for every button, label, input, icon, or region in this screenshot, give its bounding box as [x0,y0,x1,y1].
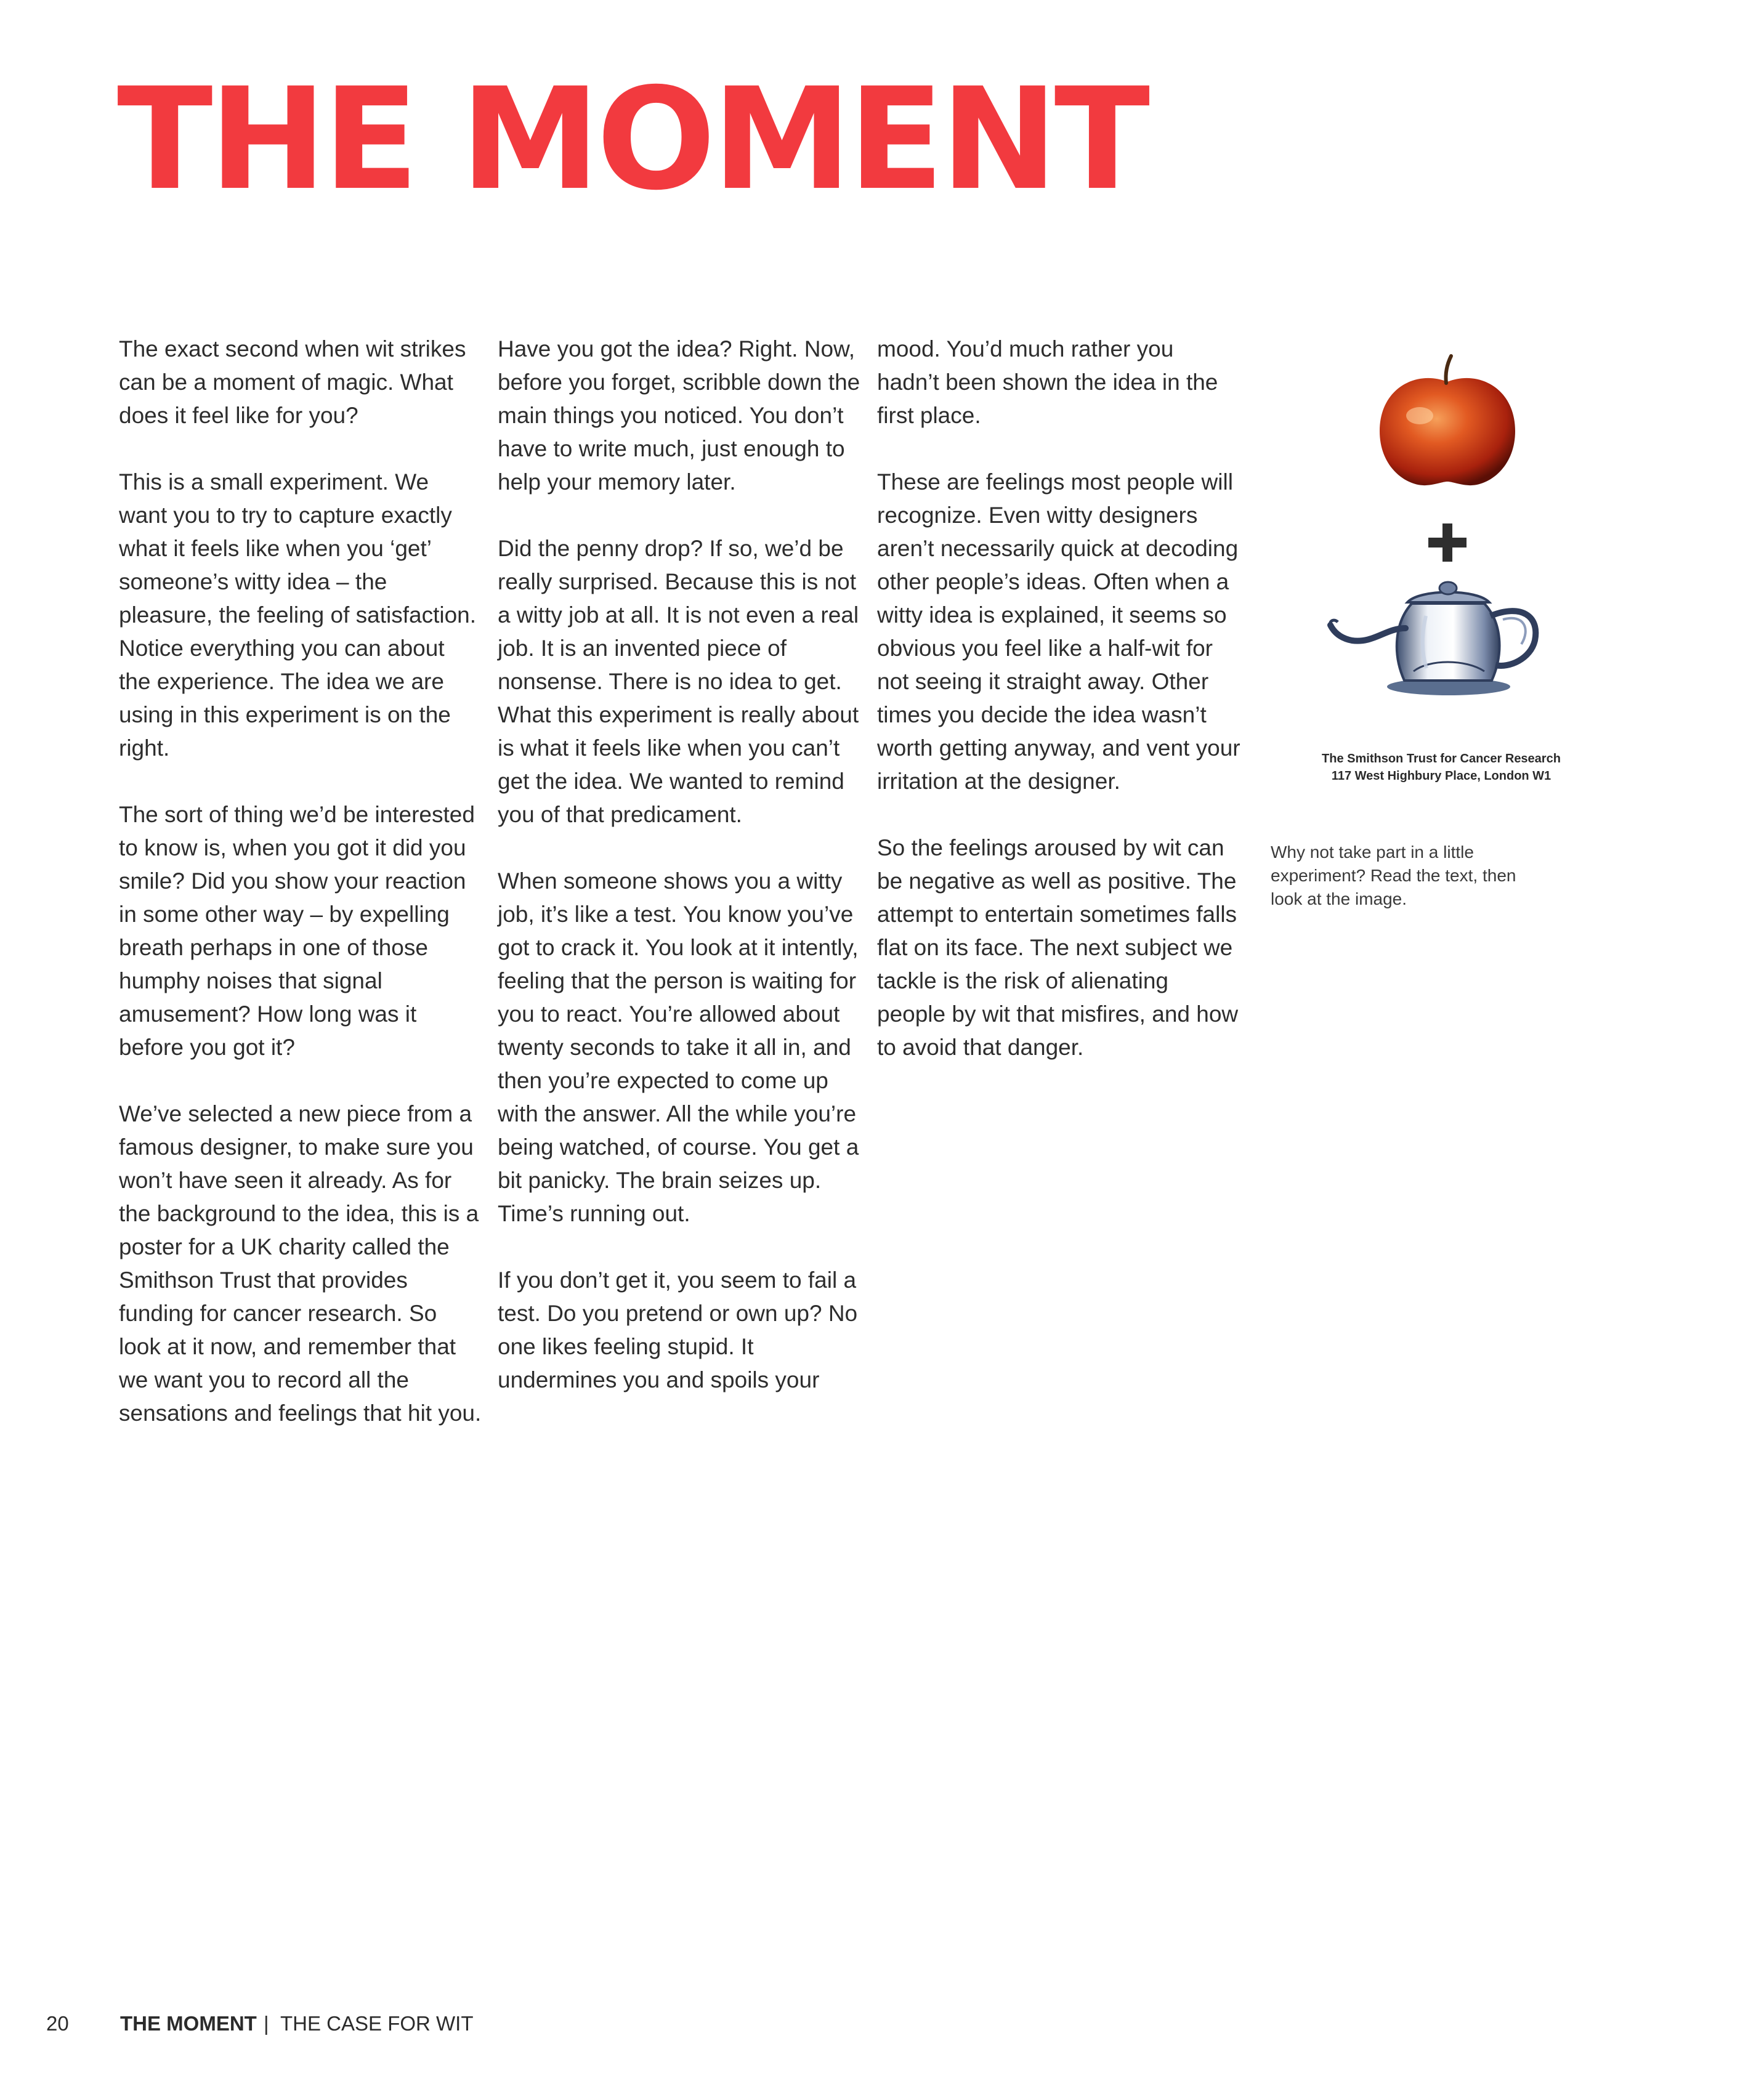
paragraph: Did the penny drop? If so, we’d be really surprised. Because this is not a witty job at all. It is not even a real job. It is an invented piece of nonsense. There is no idea to get. What this experiment is really about is what it feels like when you can’t get the idea. We wanted to remind you of that predicament. [498,536,859,827]
paragraph: When someone shows you a witty job, it’s like a test. You know you’ve got to crack it. You look at it intently, feeling that the person is waiting for you to react. You’re allowed about twenty seconds to take it all in, and then you’re expected to come up with the answer. All the while you’re being watched, of course. You get a bit panicky. The brain seizes up. Time’s running out. [498,868,859,1226]
paragraph: This is a small experiment. We want you to try to capture exactly what it feels like when you ‘get’ someone’s witty idea – the pleasure, the feeling of satisfaction. Notice everything you can about the experience. The idea we are using in this experiment is on the right. [119,469,477,761]
poster-credit [1281,750,1601,785]
poster-credit-line-2: 117 West Highbury Place, London W1 [1331,769,1552,783]
footer-separator: | [264,2012,269,2035]
apple-icon [1380,356,1515,485]
paragraph: So the feelings aroused by wit can be negative as well as positive. The attempt to entertain sometimes falls flat on its face. The next subject we tackle is the risk of alienating people by wit that misfires, and how to avoid that danger. [877,835,1239,1060]
paragraph: We’ve selected a new piece from a famous designer, to make sure you won’t have seen it already. As for the background to the idea, this is a poster for a UK charity called the Smithson Trust that provides funding for cancer research. So look at it now, and remember that we want you to record all the sensations and feelings that hit you. [119,1101,482,1426]
poster-image [1281,345,1614,788]
poster-credit-line-1: The Smithson Trust for Cancer Research [1322,752,1561,766]
footer-book-title: THE CASE FOR WIT [280,2012,474,2035]
text-column-1 [119,333,482,1463]
text-column-2 [498,333,861,1430]
page-title: THE MOMENT [117,57,1147,221]
text-column-3 [877,333,1240,1097]
paragraph: If you don’t get it, you seem to fail a test. Do you pretend or own up? No one likes feeling stupid. It undermines you and spoils your [498,1267,858,1392]
paragraph: The sort of thing we’d be interested to know is, when you got it did you smile? Did you show your reaction in some other way – by expelling breath perhaps in one of those humphy noises that signal amusement? How long was it before you got it? [119,802,475,1060]
plus-icon [1428,523,1467,562]
paragraph: The exact second when wit strikes can be a moment of magic. What does it feel like for you? [119,336,466,428]
paragraph: Have you got the idea? Right. Now, before you forget, scribble down the main things you noticed. You don’t have to write much, just enough to help your memory later. [498,336,860,495]
footer-section-title: THE MOMENT [120,2012,257,2035]
page-number: 20 [46,2012,69,2035]
teapot-icon [1330,582,1536,695]
paragraph: These are feelings most people will recognize. Even witty designers aren’t necessarily quick at decoding other people’s ideas. Often when a witty idea is explained, it seems so obvious you feel like a half-wit for not seeing it straight away. Other times you decide the idea wasn’t worth getting anyway, and vent your irritation at the designer. [877,469,1240,794]
side-note: Why not take part in a little experiment? Read the text, then look at the image. [1271,843,1516,908]
paragraph: mood. You’d much rather you hadn’t been shown the idea in the first place. [877,336,1218,428]
